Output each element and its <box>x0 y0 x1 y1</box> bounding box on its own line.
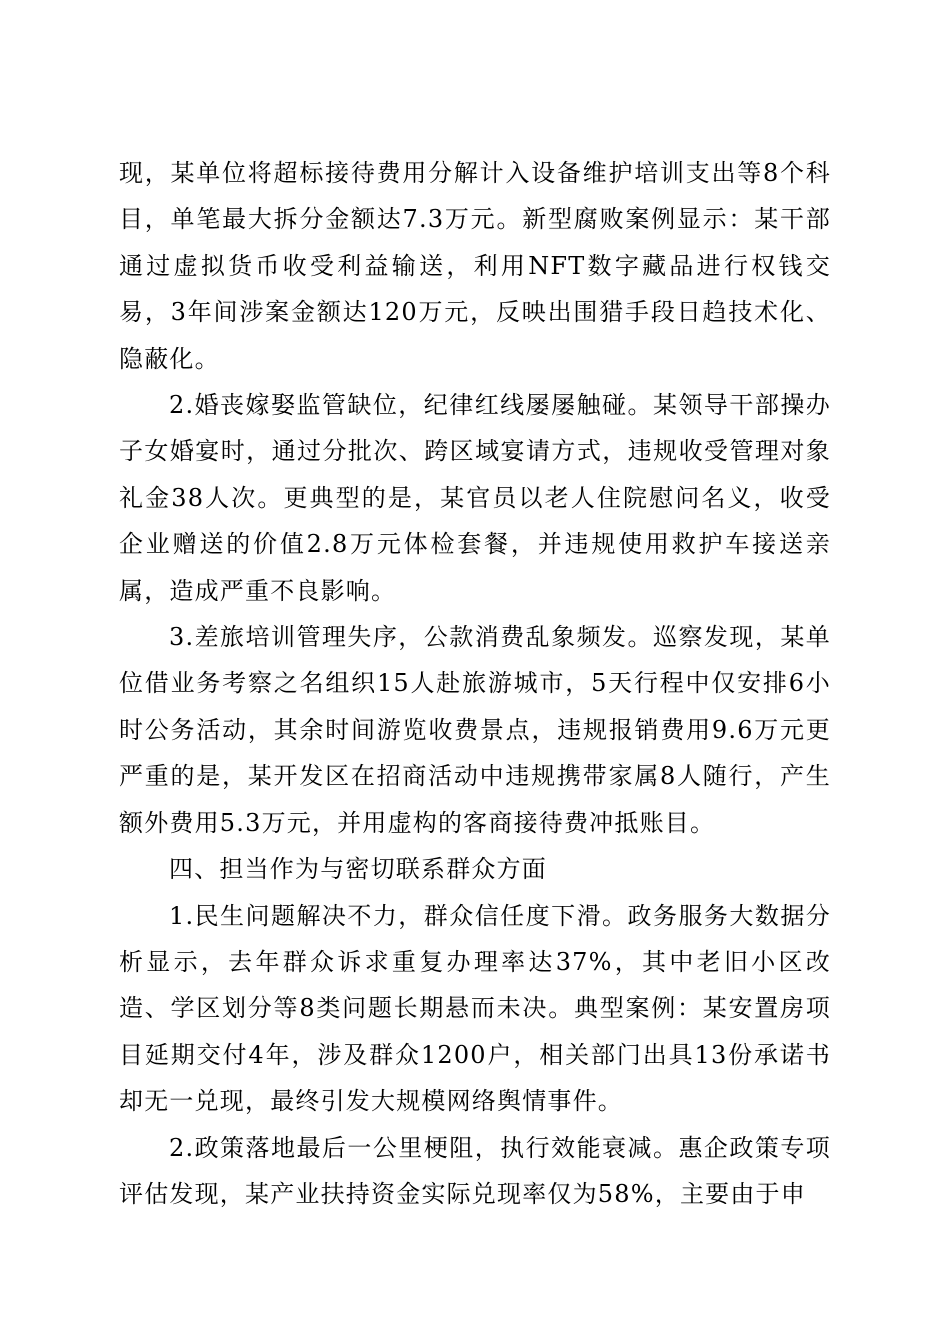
paragraph-item-2-weddings-funerals: 2.婚丧嫁娶监管缺位，纪律红线屡屡触碰。某领导干部操办子女婚宴时，通过分批次、跨区域宴请方式，违规收受管理对象礼金38人次。更典型的是，某官员以老人住院慰问名义，收受企业赠送的价值2.8万元体检套餐，并违规使用救护车接送亲属，造成严重不良影响。 <box>119 391 831 605</box>
paragraph-continuation: 现，某单位将超标接待费用分解计入设备维护培训支出等8个科目，单笔最大拆分金额达7.3万元。新型腐败案例显示：某干部通过虚拟货币收受利益输送，利用NFT数字藏品进行权钱交易，3年间涉案金额达120万元，反映出围猎手段日趋技术化、隐蔽化。 <box>119 159 831 373</box>
paragraph-item-1-livelihood: 1.民生问题解决不力，群众信任度下滑。政务服务大数据分析显示，去年群众诉求重复办理率达37%，其中老旧小区改造、学区划分等8类问题长期悬而未决。典型案例：某安置房项目延期交付4年，涉及群众1200户，相关部门出具13份承诺书却无一兑现，最终引发大规模网络舆情事件。 <box>119 901 831 1116</box>
paragraph-item-3-travel-training: 3.差旅培训管理失序，公款消费乱象频发。巡察发现，某单位借业务考察之名组织15人赴旅游城市，5天行程中仅安排6小时公务活动，其余时间游览收费景点，违规报销费用9.6万元更严重的是，某开发区在招商活动中违规携带家属8人随行，产生额外费用5.3万元，并用虚构的客商接待费冲抵账目。 <box>119 623 831 837</box>
paragraph-item-2-policy-implementation: 2.政策落地最后一公里梗阻，执行效能衰减。惠企政策专项评估发现，某产业扶持资金实际兑现率仅为58%，主要由于申 <box>119 1133 831 1208</box>
section-heading-4: 四、担当作为与密切联系群众方面 <box>169 855 547 884</box>
document-body <box>119 150 831 1217</box>
